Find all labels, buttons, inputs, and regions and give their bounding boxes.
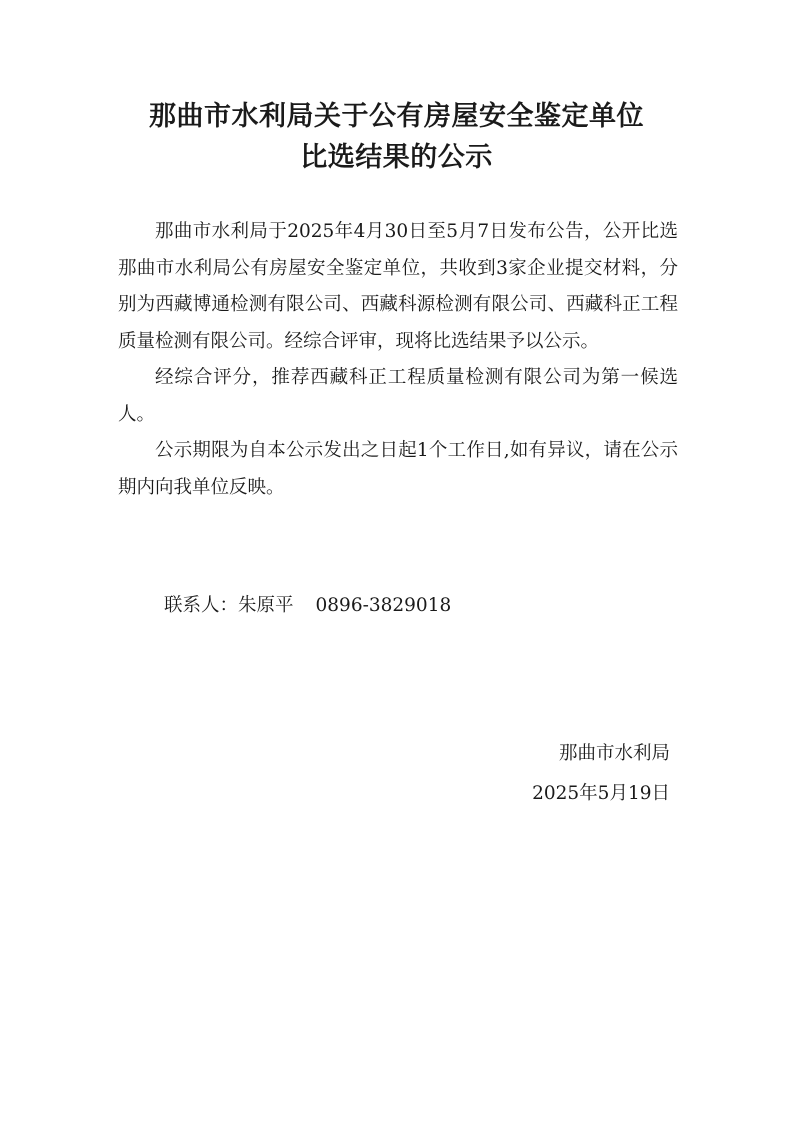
- contact-line: [164, 588, 451, 624]
- document-title: [0, 96, 793, 178]
- title-line-1: 那曲市水利局关于公有房屋安全鉴定单位: [149, 101, 644, 132]
- contact-phone: 0896-3829018: [315, 595, 452, 616]
- paragraph-result: 经综合评分，推荐西藏科正工程质量检测有限公司为第一候选人。: [118, 367, 678, 425]
- signature-organization: 那曲市水利局: [558, 743, 670, 764]
- signature-date: 2025年5月19日: [532, 783, 670, 804]
- paragraph-announcement: 那曲市水利局于2025年4月30日至5月7日发布公告，公开比选那曲市水利局公有房屋安全鉴定单位，共收到3家企业提交材料，分别为西藏博通检测有限公司、西藏科源检测有限公司、西藏科正工程质量检测有限公司。经综合评审，现将比选结果予以公示。: [118, 221, 678, 352]
- contact-person: 联系人：朱原平: [164, 595, 294, 616]
- title-line-2: 比选结果的公示: [300, 142, 493, 173]
- paragraph-objection-period: 公示期限为自本公示发出之日起1个工作日,如有异议，请在公示期内向我单位反映。: [118, 440, 678, 498]
- signature-block: [532, 734, 670, 814]
- document-body: [118, 214, 678, 506]
